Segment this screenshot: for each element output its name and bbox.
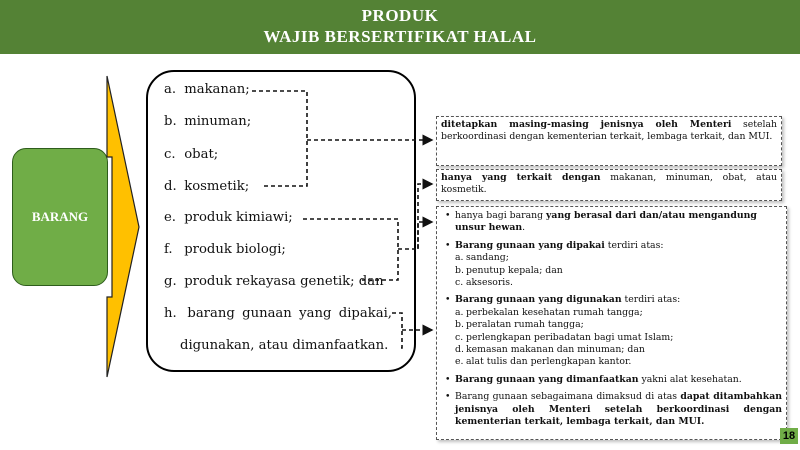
info-box-hanya-terkait: hanya yang terkait dengan makanan, minuman, obat, atau kosmetik. bbox=[436, 169, 782, 201]
header-title-line1: PRODUK bbox=[361, 6, 439, 25]
barang-label: BARANG bbox=[31, 209, 89, 224]
list-item: a. makanan; bbox=[164, 82, 250, 97]
sub-item: d. kemasan makanan dan minuman; dan bbox=[455, 344, 645, 356]
header-title-line2: WAJIB BERSERTIFIKAT HALAL bbox=[263, 27, 537, 46]
list-item: c. obat; bbox=[164, 147, 219, 162]
list-item: f. produk biologi; bbox=[164, 242, 286, 257]
info-box-ditetapkan: ditetapkan masing-masing jenisnya oleh Menteri setelah berkoordinasi dengan kementerian terkait, lembaga terkait, dan MUI. bbox=[436, 116, 782, 166]
bullet-item: • Barang gunaan yang dimanfaatkan yakni alat kesehatan. bbox=[443, 374, 782, 386]
list-item: g. produk rekayasa genetik; dan bbox=[164, 274, 384, 289]
sub-item: a. sandang; bbox=[455, 252, 509, 264]
list-item: h. barang gunaan yang dipakai, bbox=[164, 306, 392, 321]
list-item: b. minuman; bbox=[164, 114, 252, 129]
sub-item: b. penutup kepala; dan bbox=[455, 264, 563, 276]
bullet-item: • Barang gunaan yang digunakan terdiri atas: bbox=[443, 294, 782, 306]
sub-item: c. aksesoris. bbox=[455, 277, 513, 289]
page-number: 18 bbox=[780, 428, 798, 444]
bullet-item: • hanya bagi barang yang berasal dari dan/atau mengandung unsur hewan. bbox=[443, 210, 782, 235]
info-box-barang-gunaan bbox=[436, 206, 787, 440]
sub-item: c. perlengkapan peribadatan bagi umat Islam; bbox=[455, 331, 674, 343]
list-item: e. produk kimiawi; bbox=[164, 210, 293, 225]
sub-item: e. alat tulis dan perlengkapan kantor. bbox=[455, 356, 632, 368]
sub-item: b. peralatan rumah tangga; bbox=[455, 319, 584, 331]
bullet-item: • Barang gunaan sebagaimana dimaksud di atas dapat ditambahkan jenisnya oleh Menteri setelah berkoordinasi dengan kementerian terkait, lembaga terkait, dan MUI. bbox=[443, 391, 782, 428]
bullet-item: • Barang gunaan yang dipakai terdiri atas: bbox=[443, 240, 782, 252]
list-item-continuation: digunakan, atau dimanfaatkan. bbox=[180, 338, 389, 353]
sub-item: a. perbekalan kesehatan rumah tangga; bbox=[455, 306, 643, 318]
list-item: d. kosmetik; bbox=[164, 179, 250, 194]
